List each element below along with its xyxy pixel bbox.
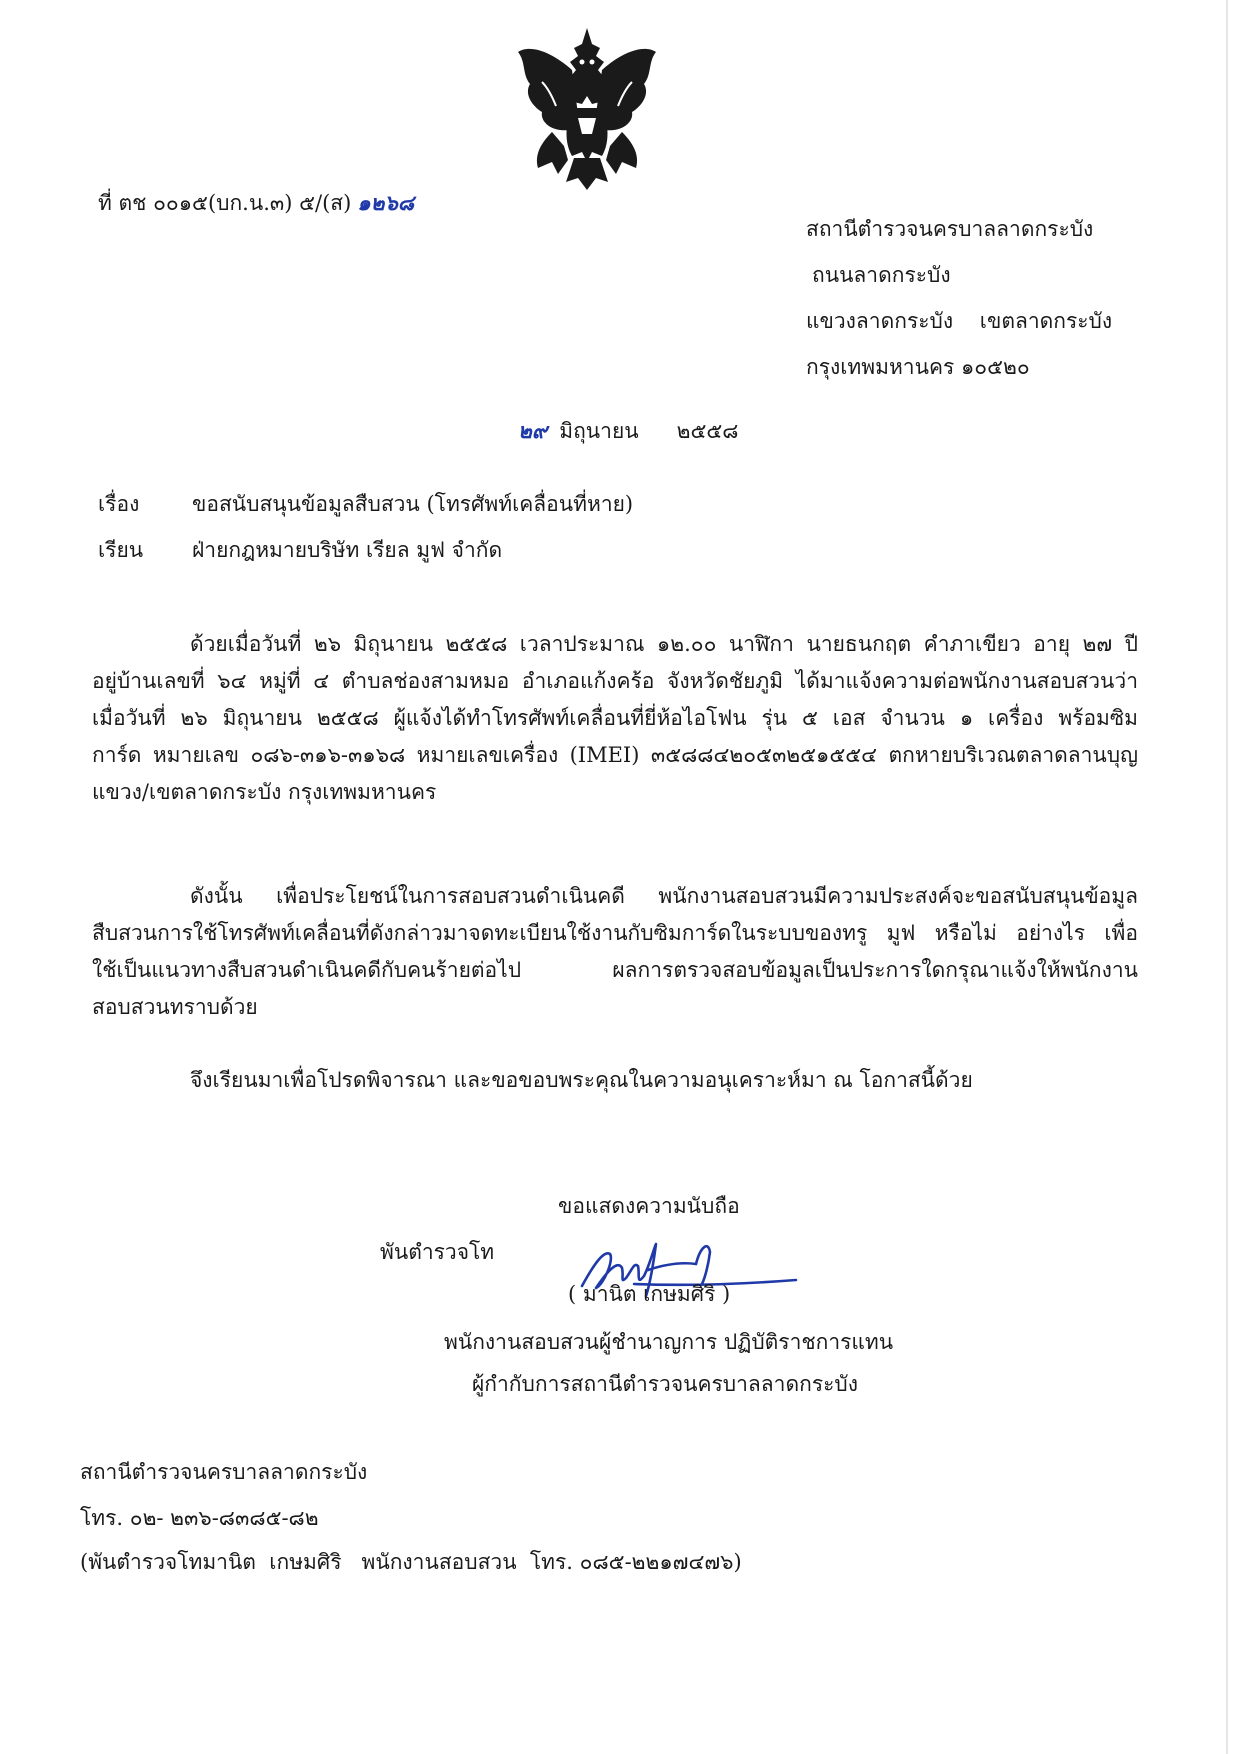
address-line: สถานีตำรวจนครบาลลาดกระบัง xyxy=(806,217,1094,241)
reference-handwritten: ๑๒๖๘ xyxy=(357,190,415,215)
subject-value: ขอสนับสนุนข้อมูลสืบสวน (โทรศัพท์เคลื่อนที่หาย) xyxy=(192,492,634,516)
footer-phone: โทร. ๐๒- ๒๓๖-๘๓๘๕-๘๒ xyxy=(80,1506,319,1530)
scan-edge xyxy=(1226,0,1228,1754)
footer-contact: (พันตำรวจโทมานิต เกษมศิริ พนักงานสอบสวน โทร. ๐๘๕-๒๒๑๗๔๗๖) xyxy=(80,1550,742,1574)
body-line: ใช้เป็นแนวทางสืบสวนดำเนินคดีกับคนร้ายต่อไป ผลการตรวจสอบข้อมูลเป็นประการใดกรุณาแจ้งให้พนักงาน xyxy=(92,958,1138,982)
body-paragraph-2 xyxy=(92,878,1138,1026)
signatory-name: ( มานิต เกษมศิริ ) xyxy=(568,1282,731,1306)
signatory-position-1: พนักงานสอบสวนผู้ชำนาญการ ปฏิบัติราชการแทน xyxy=(444,1330,894,1354)
body-line: สืบสวนการใช้โทรศัพท์เคลื่อนที่ดังกล่าวมาจดทะเบียนใช้งานกับซิมการ์ดในระบบของทรู มูฟ หรือไม่ อย่างไร เพื่อ xyxy=(92,921,1138,945)
subject-label: เรื่อง xyxy=(98,492,140,516)
body-paragraph-1 xyxy=(92,626,1138,811)
date-day-handwritten: ๒๙ xyxy=(518,418,548,443)
footer-office: สถานีตำรวจนครบาลลาดกระบัง xyxy=(80,1460,368,1484)
reference-line xyxy=(98,190,414,216)
recipient-label: เรียน xyxy=(98,538,144,562)
recipient-value: ฝ่ายกฎหมายบริษัท เรียล มูฟ จำกัด xyxy=(192,538,503,562)
body-line: ด้วยเมื่อวันที่ ๒๖ มิถุนายน ๒๕๕๘ เวลาประมาณ ๑๒.๐๐ นาฬิกา นายธนกฤต คำภาเขียว อายุ ๒๗ ปี xyxy=(190,632,1138,656)
garuda-emblem xyxy=(512,22,662,192)
body-line: การ์ด หมายเลข ๐๘๖-๓๑๖-๓๑๖๘ หมายเลขเครื่อง (IMEI) ๓๕๘๘๔๒๐๕๓๒๕๑๕๕๔ ตกหายบริเวณตลาดลานบุญ xyxy=(92,743,1138,767)
body-line: เมื่อวันที่ ๒๖ มิถุนายน ๒๕๕๘ ผู้แจ้งได้ทำโทรศัพท์เคลื่อนที่ยี่ห้อไอโฟน รุ่น ๕ เอส จำนวน ๑ เครื่อง พร้อมซิม xyxy=(92,706,1138,730)
reference-number: ที่ ตช ๐๐๑๕(บก.น.๓) ๕/(ส) xyxy=(98,191,352,215)
closing-request: จึงเรียนมาเพื่อโปรดพิจารณา และขอขอบพระคุณในความอนุเคราะห์มา ณ โอกาสนี้ด้วย xyxy=(190,1068,973,1092)
sender-address xyxy=(806,206,1112,390)
address-line: ถนนลาดกระบัง xyxy=(812,263,951,287)
body-line: อยู่บ้านเลขที่ ๖๔ หมู่ที่ ๔ ตำบลช่องสามหมอ อำเภอแก้งคร้อ จังหวัดชัยภูมิ ได้มาแจ้งความต่อพนักงานสอบสวนว่า xyxy=(92,669,1138,693)
address-line: แขวงลาดกระบัง เขตลาดกระบัง xyxy=(806,309,1113,333)
date-month: มิถุนายน xyxy=(559,419,639,443)
letter-date xyxy=(518,418,738,444)
address-line: กรุงเทพมหานคร ๑๐๕๒๐ xyxy=(806,355,1030,379)
regards: ขอแสดงความนับถือ xyxy=(558,1194,740,1218)
body-line: ดังนั้น เพื่อประโยชน์ในการสอบสวนดำเนินคดี พนักงานสอบสวนมีความประสงค์จะขอสนับสนุนข้อมูล xyxy=(190,884,1138,908)
date-year: ๒๕๕๘ xyxy=(676,419,739,443)
body-line: แขวง/เขตลาดกระบัง กรุงเทพมหานคร xyxy=(92,780,437,804)
signatory-rank: พันตำรวจโท xyxy=(380,1240,495,1264)
body-line: สอบสวนทราบด้วย xyxy=(92,995,258,1019)
signatory-position-2: ผู้กำกับการสถานีตำรวจนครบาลลาดกระบัง xyxy=(472,1372,858,1396)
